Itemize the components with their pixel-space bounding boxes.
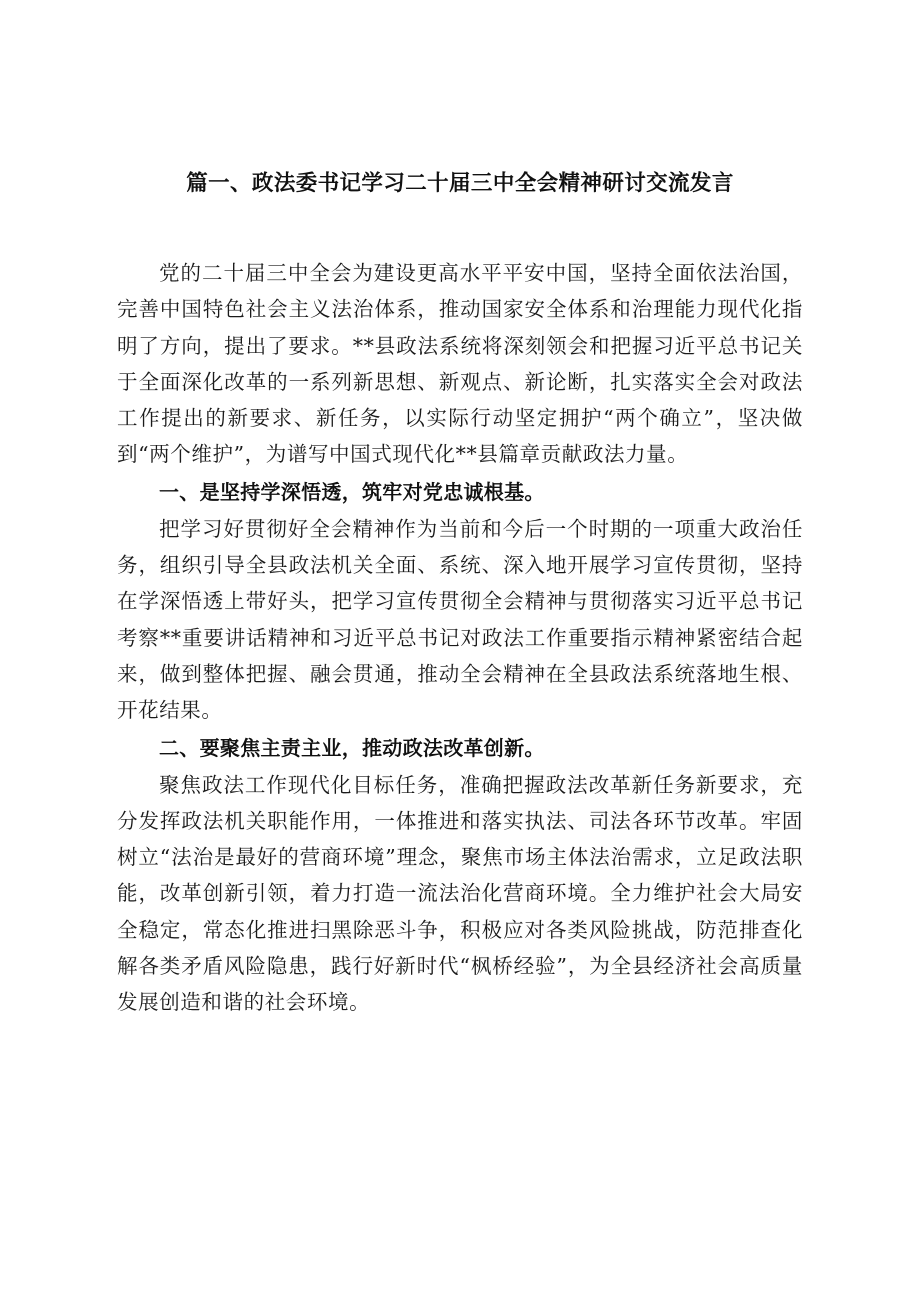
document-body <box>117 255 803 1021</box>
section-heading-2: 二、要聚焦主责主业，推动政法改革创新。 <box>159 735 545 760</box>
section-heading-1: 一、是坚持学深悟透，筑牢对党忠诚根基。 <box>159 479 545 504</box>
document-title: 篇一、政法委书记学习二十届三中全会精神研讨交流发言 <box>186 171 734 196</box>
body-paragraph-section-2: 聚焦政法工作现代化目标任务，准确把握政法改革新任务新要求，充分发挥政法机关职能作用，一体推进和落实执法、司法各环节改革。牢固树立“法治是最好的营商环境”理念，聚焦市场主体法治需求，立足政法职能，改革创新引领，着力打造一流法治化营商环境。全力维护社会大局安全稳定，常态化推进扫黑除恶斗争，积极应对各类风险挑战，防范排查化解各类矛盾风险隐患，践行好新时代“枫桥经验”，为全县经济社会高质量发展创造和谐的社会环境。 <box>117 772 803 1015</box>
body-paragraph-intro: 党的二十届三中全会为建设更高水平平安中国，坚持全面依法治国，完善中国特色社会主义法治体系，推动国家安全体系和治理能力现代化指明了方向，提出了要求。**县政法系统将深刻领会和把握习近平总书记关于全面深化改革的一系列新思想、新观点、新论断，扎实落实全会对政法工作提出的新要求、新任务，以实际行动坚定拥护“两个确立”，坚决做到“两个维护”，为谱写中国式现代化**县篇章贡献政法力量。 <box>117 261 803 467</box>
body-paragraph-section-1: 把学习好贯彻好全会精神作为当前和今后一个时期的一项重大政治任务，组织引导全县政法机关全面、系统、深入地开展学习宣传贯彻，坚持在学深悟透上带好头，把学习宣传贯彻全会精神与贯彻落实习近平总书记考察**重要讲话精神和习近平总书记对政法工作重要指示精神紧密结合起来，做到整体把握、融会贯通，推动全会精神在全县政法系统落地生根、开花结果。 <box>117 516 803 723</box>
